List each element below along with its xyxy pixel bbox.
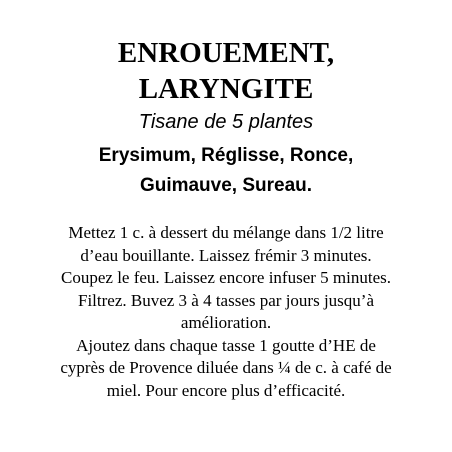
instruction-line: miel. Pour encore plus d’efficacité. — [106, 380, 346, 400]
instruction-line: cyprès de Provence diluée dans ¼ de c. à café de — [60, 358, 392, 377]
instruction-line: Ajoutez dans chaque tasse 1 goutte d’HE de — [76, 335, 376, 355]
plant-list-line-1: Erysimum, Réglisse, Ronce, — [98, 145, 354, 166]
instructions-text — [0, 222, 452, 402]
instruction-line: Filtrez. Buvez 3 à 4 tasses par jours jusqu’à — [77, 290, 374, 310]
title-line-2: LARYNGITE — [138, 73, 314, 105]
plant-list-line-2: Guimauve, Sureau. — [139, 175, 313, 196]
instruction-line: Mettez 1 c. à dessert du mélange dans 1/2 litre — [68, 223, 384, 242]
subtitle: Tisane de 5 plantes — [138, 111, 314, 133]
instruction-line: amélioration. — [180, 313, 272, 332]
instruction-line: Coupez le feu. Laissez encore infuser 5 minutes. — [61, 268, 391, 287]
title-line-1: ENROUEMENT, — [117, 37, 335, 69]
instruction-line: d’eau bouillante. Laissez frémir 3 minutes. — [80, 245, 372, 265]
